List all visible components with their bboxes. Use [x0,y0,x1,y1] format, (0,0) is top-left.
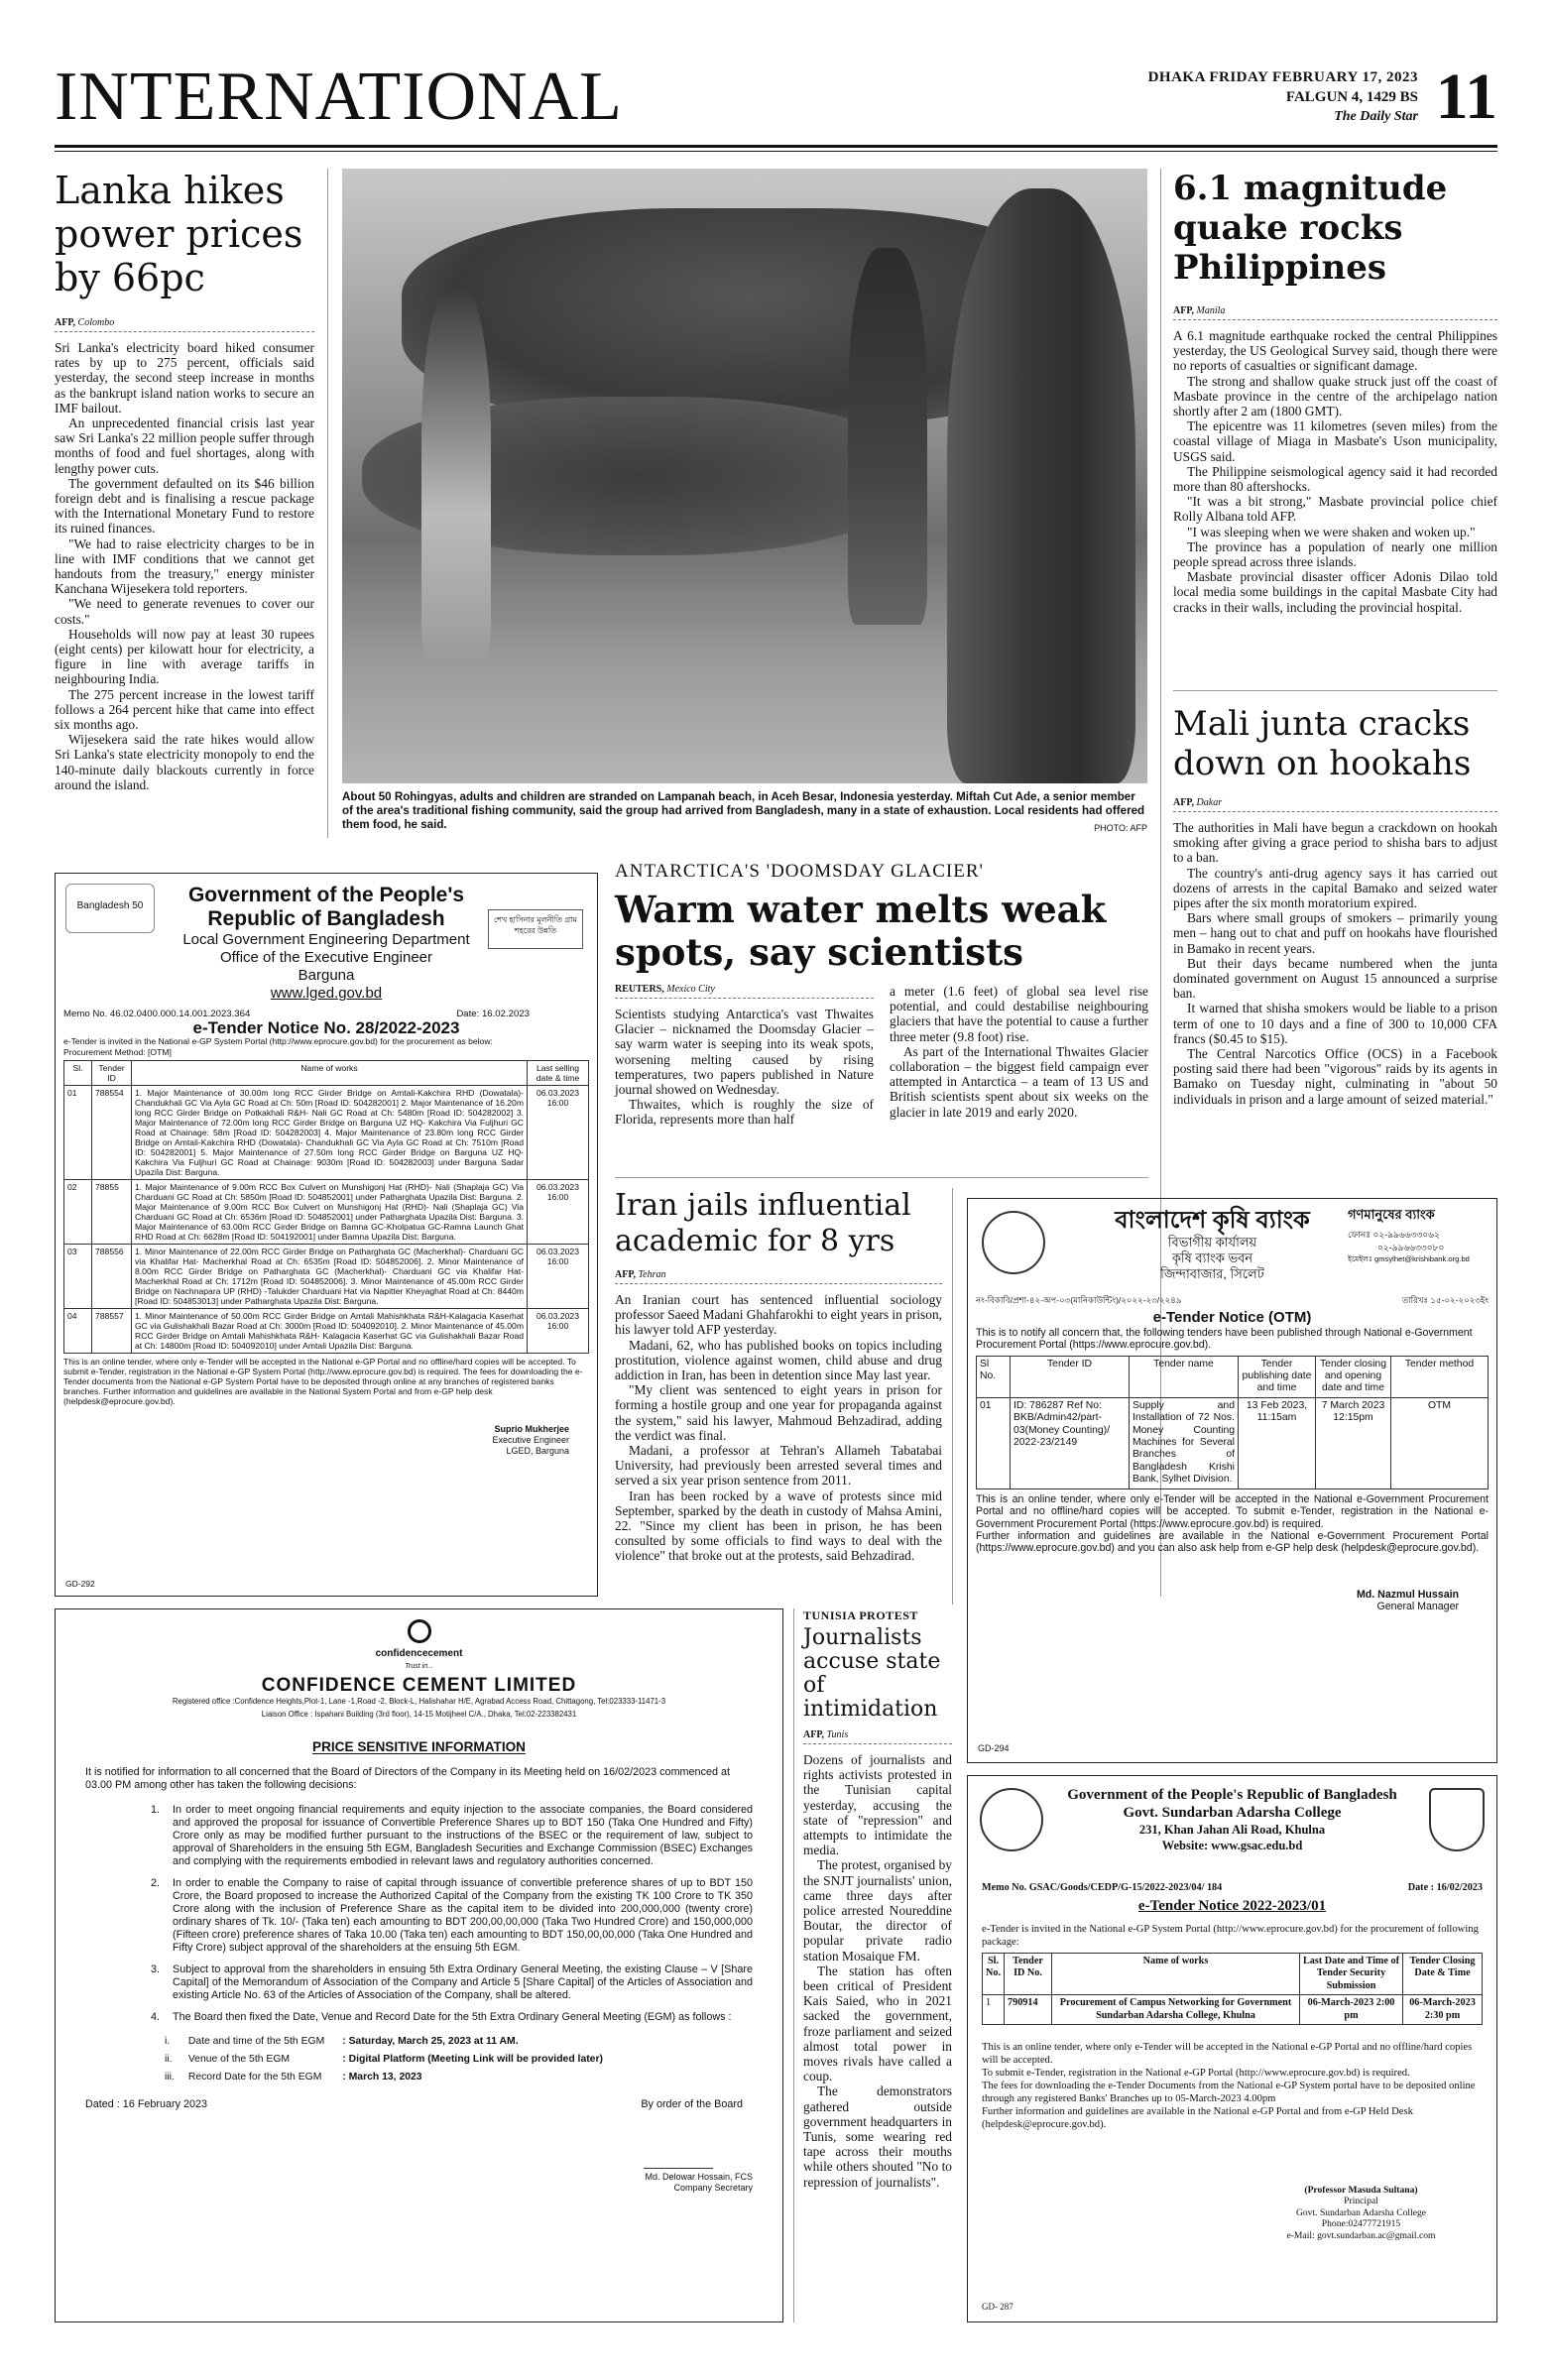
confidence-cement-ad [55,1608,783,2322]
headline: Mali junta cracks down on hookahs [1173,704,1472,783]
footer-2: To submit e-Tender, registration in the National e-GP Portal (http://www.eprocure.gov.bd) is required. [982,2068,1410,2080]
college-name: Govt. Sundarban Adarsha College [1123,1805,1342,1821]
col-header: Sl. [64,1061,92,1086]
bangla-date: FALGUN 4, 1429 BS [1285,89,1418,105]
byline: REUTERS, Mexico City [615,984,874,999]
egm-key: Venue of the 5th EGM [187,2054,291,2065]
article-body-col1 [615,1007,874,1128]
paragraph: An unprecedented financial crisis last year saw Sri Lanka's 22 million people suffer through months of food and fuel shortages, along with lengthy power cuts. [55,416,314,476]
egm-index: iii. [165,2072,175,2082]
page-number: 11 [1435,60,1497,133]
memo-number: Memo No. 46.02.0400.000.14.001.2023.364 [63,1009,251,1019]
table-row [165,2069,603,2086]
paragraph: The authorities in Mali have begun a crackdown on hookah smoking after giving a grace period to shisha bars to adjust to a ban. [1173,820,1497,866]
cell-sl: 01 [64,1086,92,1180]
cell-works: 1. Minor Maintenance of 22.00m RCC Girder Bridge on Patharghata GC (Macherkhal)- Charduani GC via Khalifar Hat- Macherkhal Road at Ch: 6535m [Road ID: 504852006]. 2. Minor Maintenance of 8.00m RCC Girder Bridge on Patharghata GC (Macherkhal)- Charduani GC via Khalifar Hat- Macherkhal Road at Ch: 1712m [Road ID: 504852006]. 3. Minor Maintenance of 45.00m RCC Girder Bridge on Nachnapara UP (RHD) -Talukder Charduani Hat via Napitter Kheyaghat Road at Ch: 8440m [Road ID: 504853013] under Patharghata Upazila Dist: Barguna. [132,1245,528,1309]
paragraph: Madani, a professor at Tehran's Allameh Tabatabai University, had previously been arrested several times and served a six year prison sentence from 2011. [615,1443,942,1488]
byline: AFP, Manila [1173,305,1497,320]
table-row: 1 790914 Procurement of Campus Networking for Government Sundarban Adarsha College, Khulna 06-March-2023 2:00 pm 06-March-2023 2:30 pm [983,1995,1483,2025]
cell-works: 1. Minor Maintenance of 50.00m RCC Girder Bridge on Amtali Mahishkhata R&H-Kalagacia Kaserhat GC via Gulishakhali Bazar Road at Ch: 3000m [Road ID: 504092010]. 2. Minor Maintenance of 45.00m RCC Girder Bridge on Amtali Mahishkhata R&H- Kalagacia Kaserhat GC via Gulishakhali Bazar Road at Ch: 14800m [Road ID: 504092010] under Amtali Upazila Dist: Barguna. [132,1309,528,1354]
gov-title: Government of the People's Republic of Bangladesh [1067,1787,1397,1803]
signer-name: Suprio Mukherjee [494,1424,569,1434]
paragraph: Scientists studying Antarctica's vast Thwaites Glacier – nicknamed the Doomsday Glacier – say warm water is seeping into its weak spots, worsening melting caused by rising temperatures, two papers published in Nature journal showed on Wednesday. [615,1007,874,1098]
article-body [55,340,314,792]
egm-value: : March 13, 2023 [342,2072,422,2082]
paragraph: Wijesekera said the rate hikes would allow Sri Lanka's state electricity monopoly to end the 140-minute daily blackouts currently in force around the island. [55,732,314,792]
egm-key: Record Date for the 5th EGM [187,2072,322,2082]
footer-4: Further information and guidelines are available in the National e-GP Portal and from e-GP Held Desk (helpdesk@eprocure.gov.bd). [982,2106,1413,2131]
signer-title: Executive Engineer [492,1435,569,1445]
reference: নং-বিকাবি/প্রশা-৪২-অপ-০৩(মানিকাউন্টিং)/২০২২-২৩/২২৪৯ [976,1295,1182,1305]
section-title: INTERNATIONAL [55,59,623,135]
tender-table [63,1060,589,1354]
issue-date: DHAKA FRIDAY FEBRUARY 17, 2023 [1147,69,1418,85]
article-body [803,1752,952,2190]
paragraph: Thwaites, which is roughly the size of Florida, represents more than half [615,1097,874,1128]
cell-date: 06.03.2023 16:00 [528,1309,589,1354]
byline: AFP, Tehran [615,1269,942,1284]
notice-title: PRICE SENSITIVE INFORMATION [312,1739,526,1754]
signer-name: Md. Delowar Hossain, FCS [645,2172,753,2182]
gov-title-2: Republic of Bangladesh [207,907,445,930]
cell-tender-id: 788556 [92,1245,132,1309]
table-row [64,1180,589,1245]
egm-index: i. [165,2036,171,2047]
headline: Journalists accuse state of intimidation [803,1625,941,1722]
kicker: ANTARCTICA'S 'DOOMSDAY GLACIER' [615,861,984,882]
col-header: Tender method [1391,1356,1489,1397]
cell-tender-id: 788557 [92,1309,132,1354]
paragraph: Masbate provincial disaster officer Adonis Dilao told local media some buildings in the capital Masbate City had cracks in their walls, including the provincial hospital. [1173,569,1497,615]
paragraph: Sri Lanka's electricity board hiked consumer rates by up to 275 percent, officials said yesterday, the second steep increase in months as the bankrupt island nation works to secure an IMF bailout. [55,340,314,416]
officer-shape [947,188,1135,783]
ad-code: GD-294 [978,1742,1010,1753]
masthead [55,61,1497,143]
paragraph: The province has a population of nearly one million people spread across three islands. [1173,538,1497,570]
bangladesh-50-logo: Bangladesh 50 [65,884,155,933]
col-header: Sl. No. [983,1954,1005,1995]
paragraph: A 6.1 magnitude earthquake rocked the central Philippines yesterday, the US Geological Survey said, though there were no reports of casualties or significant damage. [1173,328,1497,374]
cell-tender-id: 78855 [92,1180,132,1245]
college-tender-ad [967,1775,1497,2322]
byline: AFP, Tunis [803,1729,952,1744]
notice-title: e-Tender Notice No. 28/2022-2023 [192,1018,460,1037]
cell-date: 06.03.2023 16:00 [528,1180,589,1245]
col-header: Last selling date & time [528,1061,589,1086]
krishi-bank-logo [982,1211,1045,1274]
cement-logo-icon [408,1619,431,1643]
phone2: ০২-৯৯৬৬৩৩০৮০ [1377,1242,1445,1252]
column-rule [793,1608,794,2322]
paragraph: An Iranian court has sentenced influential sociology professor Saeed Madani Ghahfarokhi to eight years in prison, his lawyer told AFP yesterday. [615,1292,942,1338]
notice-intro: This is to notify all concern that, the following tenders have been published through National e-Government Procurement Portal (https://www.eprocure.gov.bd). [976,1326,1473,1352]
headline: 6.1 magnitude quake rocks Philippines [1173,169,1448,288]
paragraph: Dozens of journalists and rights activists protested in the Tunisian capital yesterday, accusing the state of "repression" and attempts to intimidate the media. [803,1752,952,1858]
company-name: CONFIDENCE CEMENT LIMITED [261,1675,577,1696]
paragraph: Households will now pay at least 30 rupees (eight cents) per kilowatt hour for electricity, a figure in line with average tariffs in neighbouring India. [55,626,314,687]
memo-date: Date: 16.02.2023 [456,1009,530,1019]
signer-title: General Manager [1376,1601,1459,1613]
table-row [64,1245,589,1309]
paragraph: The demonstrators gathered outside government headquarters in Tunis, some wearing red tape across their mouths while others shouted "No to repression of journalists". [803,2083,952,2190]
section-rule [1173,690,1497,691]
signer-title: Principal [1344,2196,1378,2207]
rohingya-photo [342,169,1147,783]
footer-3: The fees for downloading the e-Tender Documents from the National e-GP System portal have to be deposited online through any registered Banks' Branches up to 05-March-2023 4.00pm [982,2081,1476,2105]
memo-number: Memo No. GSAC/Goods/CEDP/G-15/2022-2023/04/ 184 [982,1882,1223,1893]
badge-box: শেখ হাসিনার মূলনীতি গ্রাম শহরের উন্নতি [488,909,583,949]
notice-intro: e-Tender is invited in the National e-GP System Portal (http://www.eprocure.gov.bd) for the procurement of following package: [982,1924,1479,1948]
article-lanka [55,169,314,792]
registered-office: Registered office :Confidence Heights,Plot-1, Lane -1,Road -2, Block-L, Halishahar H/E, Agrabad Access Road, Chittagong, Tel:023333-11471-3 [172,1697,666,1706]
ad-code: GD-292 [65,1579,95,1589]
address: জিন্দাবাজার, সিলেট [1160,1266,1264,1281]
dated: Dated : 16 February 2023 [85,2098,208,2110]
paragraph: The station has often been critical of President Kais Saied, who in 2021 sacked the government, froze parliament and seized almost total power in moves rivals have called a coup. [803,1963,952,2084]
col-header: Tender publishing date and time [1239,1356,1316,1397]
paragraph: But their days became numbered when the junta dominated government on August 15 announced a surprise ban. [1173,955,1497,1002]
list-item: 1. In order to meet ongoing financial requirements and equity injection to the associate companies, the Board considered and approved the proposal for issuance of Convertible Preference Shares up to BDT 150 (Taka One Hundred and Fifty) Crore only as may be modified further pursuant to the instructions of the BSEC or the requirement of law, subject to approval of Shareholders in the ensuing 5th EGM, Bangladesh Securities and Exchange Commission (BSEC) Exchanges and complying with the requirements embodied in relevant laws and regulatory authorities concerned. [163,1804,753,1868]
tender-footer: This is an online tender, where only e-Tender will be accepted in the National e-GP Portal and no offline/hard copies will be accepted. To submit e-Tender, registration in the National e-GP System Portal (http://www.eprocure.gov.bd) is required. The fees for downloading the e-Tender documents from the National e-GP System Portal have to be deposited through online at any branches of registered banks branches. Further information and guidelines are available in the National System Portal and from e-GP help desk (helpdesk@eprocure.gov.bd). [63,1357,583,1406]
notice-intro: It is notified for information to all concerned that the Board of Directors of the Company in its Meeting held on 16/02/2023 commenced at 03.00 PM among other has taken the following decisions: [85,1766,730,1791]
tender-table [982,1953,1483,2025]
egm-index: ii. [165,2054,173,2065]
table-row [64,1086,589,1180]
article-tunisia [803,1608,952,2190]
col-header: Name of works [132,1061,528,1086]
paragraph: "We had to raise electricity charges to be in line with IMF conditions that we cannot get handouts from the treasury," energy minister Kanchana Wijesekera told reporters. [55,536,314,597]
footer-1: This is an online tender, where only e-Tender will be accepted in the National e-GP Portal and no offline/hard copies will be accepted. [982,2042,1473,2067]
list-item: 4. The Board then fixed the Date, Venue and Record Date for the 5th Extra Ordinary General Meeting (EGM) as follows : [163,2011,753,2024]
krishi-bank-tender-ad [967,1198,1497,1763]
ad-code: GD- 287 [982,2302,1013,2312]
photo-credit: PHOTO: AFP [1094,823,1147,833]
paragraph: The 275 percent increase in the lowest tariff follows a 264 percent hike that came into effect six months ago. [55,686,314,733]
signer-name: Md. Nazmul Hussain [1356,1588,1459,1601]
kicker: TUNISIA PROTEST [803,1608,918,1622]
notice-title: e-Tender Notice 2022-2023/01 [1137,1898,1327,1914]
column-rule [327,169,328,838]
paragraph: The strong and shallow quake struck just off the coast of Masbate province in the centre of the archipelago nation shortly after 2 am (1800 GMT). [1173,373,1497,419]
cell-sl: 03 [64,1245,92,1309]
paragraph: a meter (1.6 feet) of global sea level rise potential, and could destabilise neighbouring glaciers that have the potential to cause a further three meter (9.8 foot) rise. [890,984,1148,1044]
college-logo [1429,1788,1485,1851]
table-row: 01 ID: 786287 Ref No: BKB/Admin42/part-03(Money Counting)/ 2022-23/2149 Supply and Installation of 72 Nos. Money Counting Machines for Several Branches of Bangladesh Krishi Bank, Sylhet Division. 13 Feb 2023, 11:15am 7 March 2023 12:15pm OTM [977,1397,1489,1488]
govt-seal-logo [980,1788,1043,1851]
article-body [1173,328,1497,615]
bank-name: বাংলাদেশ কৃষি ব্যাংক [1115,1207,1310,1234]
gov-title-1: Government of the People's [187,884,465,906]
byline: AFP, Dakar [1173,797,1497,812]
col-header: Tender name [1130,1356,1239,1397]
col-header: Tender Closing Date & Time [1403,1954,1483,1995]
col-header: Sl No. [977,1356,1011,1397]
college-website[interactable]: Website: www.gsac.edu.bd [1161,1839,1303,1852]
district: Barguna [298,967,355,984]
headline: Lanka hikes power prices by 66pc [55,169,303,299]
article-body-col2 [890,984,1148,1120]
article-mali [1173,704,1497,1107]
tagline: গণমানুষের ব্যাংক [1348,1207,1435,1222]
office: বিভাগীয় কার্যালয় [1167,1235,1257,1250]
tender-table [976,1356,1489,1489]
egm-value: : Digital Platform (Meeting Link will be provided later) [342,2054,603,2065]
table-row [64,1309,589,1354]
col-header: Tender ID No. [1005,1954,1052,1995]
table-row [165,2051,603,2069]
memo-date: Date : 16/02/2023 [1407,1882,1483,1893]
paragraph: The country's anti-drug agency says it has carried out dozens of arrests in the capital Bamako and seized water pipes after the six month moratorium expired. [1173,865,1497,911]
cell-works: 1. Major Maintenance of 30.00m long RCC Girder Bridge on Amtali-Kakchira RHD (Dowatala)-Chandukhali GC Via Ayla GC Road at Ch: 50m [Road ID: 504282001] 2. Major Maintenance of 16.20m long RCC Girder Bridge on Potkakhali R&H- Nali GC Road at Ch: 5480m [Road ID: 504282002] 3. Major Maintenance of 72.00m long RCC Girder Bridge on Barguna UZ HQ- Kakchira Via Fuljhuri GC Road at Chainage: 58m [Road ID: 504282003] 4. Major Maintenance of 23.80m long RCC Girder Bridge on Amtali-Kakchira RHD (Dowatala)- Chandukhali GC Via Ayla GC Road at Ch: 7510m [Road ID: 504282001] 5. Major Maintenance of 27.50m long RCC Girder Bridge on Barguna UZ HQ- Kakchira Via Fuljhuri GC Road at Chainage: 9030m [Road ID: 504282003] under Barguna Sadar Upazila Dist: Barguna. [132,1086,528,1180]
contact-block [1348,1209,1487,1266]
paragraph: The government defaulted on its $46 billion foreign debt and is finalising a rescue package with the International Monetary Fund to restore its ruined finances. [55,475,314,536]
paragraph: The protest, organised by the SNJT journalists' union, came three days after police arrested Noureddine Boutar, the director of popular private radio station Mosaique FM. [803,1857,952,1964]
signer-org: LGED, Barguna [506,1446,569,1456]
lged-tender-ad [55,873,598,1597]
footer-1: This is an online tender, where only e-Tender will be accepted in the National e-Government Procurement Portal and no offline/hard copies will be accepted. To submit e-Tender, registration in the National e-Government Procurement Portal (https://www.eprocure.gov.bd) is required. [976,1492,1489,1530]
cell-sl: 02 [64,1180,92,1245]
paragraph: The Philippine seismological agency said it had recorded more than 80 aftershocks. [1173,463,1497,495]
section-rule [615,1177,1148,1178]
cell-works: 1. Major Maintenance of 9.00m RCC Box Culvert on Munshigonj Hat (RHD)- Nali (Shaplaja GC) Via Charduani GC Road at Ch: 5850m [Road ID: 504852001] under Patharghata Upazila Dist: Barguna. 2. Major Maintenance of 9.00m RCC Box Culvert on Munshigonj Hat (RHD)- Nali (Shaplaja GC) Via Charduani GC Road at Ch: 6536m [Road ID: 504852001] under Patharghata Upazila Dist: Barguna. 3. Major Maintenance of 63.00m RCC Girder Bridge on Bamna GC-Kholpatua GC-Ramna Launch Ghat RHD Road at Ch: 6628m [Road ID: 504192001] under Bamna Upazila Dist: Barguna. [132,1180,528,1245]
signer-email: e-Mail: govt.sundarban.ac@gmail.com [1286,2229,1436,2241]
col-header: Tender ID [92,1061,132,1086]
col-header: Tender closing and opening date and time [1316,1356,1391,1397]
notice-date: তারিখঃ ১৫-০২-২০২৩ইং [1401,1295,1489,1305]
cell-date: 06.03.2023 16:00 [528,1245,589,1309]
col-header: Last Date and Time of Tender Security Submission [1300,1954,1403,1995]
paragraph: "It was a bit strong," Masbate provincial police chief Rolly Albana told AFP. [1173,494,1497,525]
article-quake [1173,169,1497,615]
cement-tagline: Trust in... [405,1663,433,1670]
article-body [615,1292,942,1564]
cell-date: 06.03.2023 16:00 [528,1086,589,1180]
method-line: Procurement Method: [OTM] [63,1047,172,1057]
footer-2: Further information and guidelines are available in the National e-Government Procurement Portal (https://www.eprocure.gov.bd) and you can also ask help from e-GP help desk (helpdesk@eprocure.gov.bd). [976,1529,1489,1555]
bhaban: কৃষি ব্যাংক ভবন [1171,1250,1253,1265]
dept: Local Government Engineering Department [182,931,470,948]
cell-sl: 04 [64,1309,92,1354]
column-rule [952,1188,953,1605]
paragraph: "We need to generate revenues to cover our costs." [55,596,314,627]
paragraph: Madani, 62, who has published books on topics including prostitution, violence against women, child abuse and drug addiction in Iran, has been in detention since May last year. [615,1337,942,1383]
headline: Warm water melts weak spots, say scientists [615,888,1107,974]
paper-name: The Daily Star [1334,109,1418,124]
masthead-rule [55,145,1497,148]
table-row [165,2033,603,2051]
masthead-rule-thin [55,151,1497,152]
byline: AFP, Colombo [55,317,314,332]
notice-title: e-Tender Notice (OTM) [1152,1309,1312,1327]
egm-table [165,2033,603,2086]
egm-key: Date and time of the 5th EGM [187,2036,325,2047]
headline: Iran jails influential academic for 8 yrs [615,1188,911,1258]
paragraph: It warned that shisha smokers would be liable to a prison term of one to 10 days and a fine of 300 to 10,000 CFA francs ($0.45 to $15). [1173,1001,1497,1046]
by-order: By order of the Board [641,2098,743,2110]
email: ইমেইলঃ gmsylhet@krishibank.org.bd [1348,1254,1470,1264]
col-header: Name of works [1052,1954,1300,1995]
phone1: ফোনঃ ০২-৯৯৬৬৩৩০৬২ [1348,1230,1440,1241]
paragraph: The Central Narcotics Office (OCS) in a Facebook posting said there had been "vigorous" raids by its agents in Bamako on Tuesday night, culminating in "about 50 individuals in prison and a large amount of seized material." [1173,1046,1497,1107]
signature-mark [644,2149,713,2169]
paragraph: As part of the International Thwaites Glacier collaboration – the biggest field campaign ever attempted in Antarctica – a team of 13 US and British scientists spent about six weeks on the glacier in late 2019 and early 2020. [890,1043,1148,1120]
signer-org: Govt. Sundarban Adarsha College [1295,2206,1427,2218]
intro-line: e-Tender is invited in the National e-GP System Portal (http://www.eprocure.gov.bd) for the procurement as below: [63,1036,493,1046]
list-item: 2. In order to enable the Company to raise of capital through issuance of convertible preference shares of up to BDT 150 Crore, the Board proposed to increase the Authorized Capital of the Company from the existing TK 100 Crore to TK 350 Crore along with the inclusion of Preference Share as the capital item to be divided into 200,000,000 (twenty crore) ordinary shares of Tk. 10/- (Taka ten) each amounting to BDT 200,00,00,000 (Taka Two Hundred Crore) and 150,000,000 (Fifteen crore) preference shares of Taka 10.00 (Taka ten) each amounting to BDT 150,00,00,000 (Taka One Hundred and Fifty Crore) subject approval of the shareholders at the ensuing 5th EGM. [163,1877,753,1955]
paragraph: Bars where small groups of smokers – primarily young men – hang out to chat and puff on hookahs have flourished in Bamako in recent years. [1173,910,1497,956]
egm-value: : Saturday, March 25, 2023 at 11 AM. [342,2036,519,2047]
cement-logo-text: confidencecement [375,1648,463,1659]
signer-name: (Professor Masuda Sultana) [1304,2185,1418,2197]
standing-person-shape [848,248,927,625]
article-body [1173,820,1497,1107]
paragraph: Iran has been rocked by a wave of protests since mid September, sparked by the death in custody of Mahsa Amini, 22. "Since my client has been in prison, he has been consulted by some officials to find ways to deal with the violence" that broke out at the protests, said Behzadirad. [615,1488,942,1564]
signer-title: Company Secretary [673,2183,753,2193]
website[interactable]: www.lged.gov.bd [270,985,383,1002]
decisions-list [145,1804,753,2024]
article-glacier [615,861,1148,1128]
list-item: 3. Subject to approval from the shareholders in ensuing 5th Extra Ordinary General Meeting, the existing Clause – V [Share Capital] of the Memorandum of Association of the Company and Article 5 [Share Capital] of the Articles of Association and existing Article No. 63 of the Articles of Association of the Company, shall be altered. [163,1964,753,2002]
paragraph: "I was sleeping when we were shaken and woken up." [1187,524,1476,539]
signer-phone: Phone:02477721915 [1321,2218,1401,2230]
standing-person-shape [421,288,491,664]
article-iran [615,1188,942,1564]
col-header: Tender ID [1011,1356,1130,1397]
liaison-office: Liaison Office : Ispahani Building (3rd floor), 14-15 Motijheel C/A., Dhaka, Tel:02-223382431 [261,1710,577,1719]
cell-tender-id: 788554 [92,1086,132,1180]
college-address: 231, Khan Jahan Ali Road, Khulna [1138,1823,1326,1837]
paragraph: The epicentre was 11 kilometres (seven miles) from the coastal village of Miaga in Masbate's Uson municipality, USGS said. [1173,418,1497,464]
office: Office of the Executive Engineer [219,949,432,966]
photo-caption: About 50 Rohingyas, adults and children are stranded on Lampanah beach, in Aceh Besar, Indonesia yesterday. Miftah Cut Ade, a senior member of the area's traditional fishing community, said the group had arrived from Bangladesh, many in a state of exhaustion. Local residents had offered them food, he said. PHOTO: AFP [342,790,1147,833]
paragraph: "My client was sentenced to eight years in prison for forming a hostile group and one year for propaganda against the system," said his lawyer, Mahmoud Behzadirad, adding the verdict was final. [615,1382,942,1443]
